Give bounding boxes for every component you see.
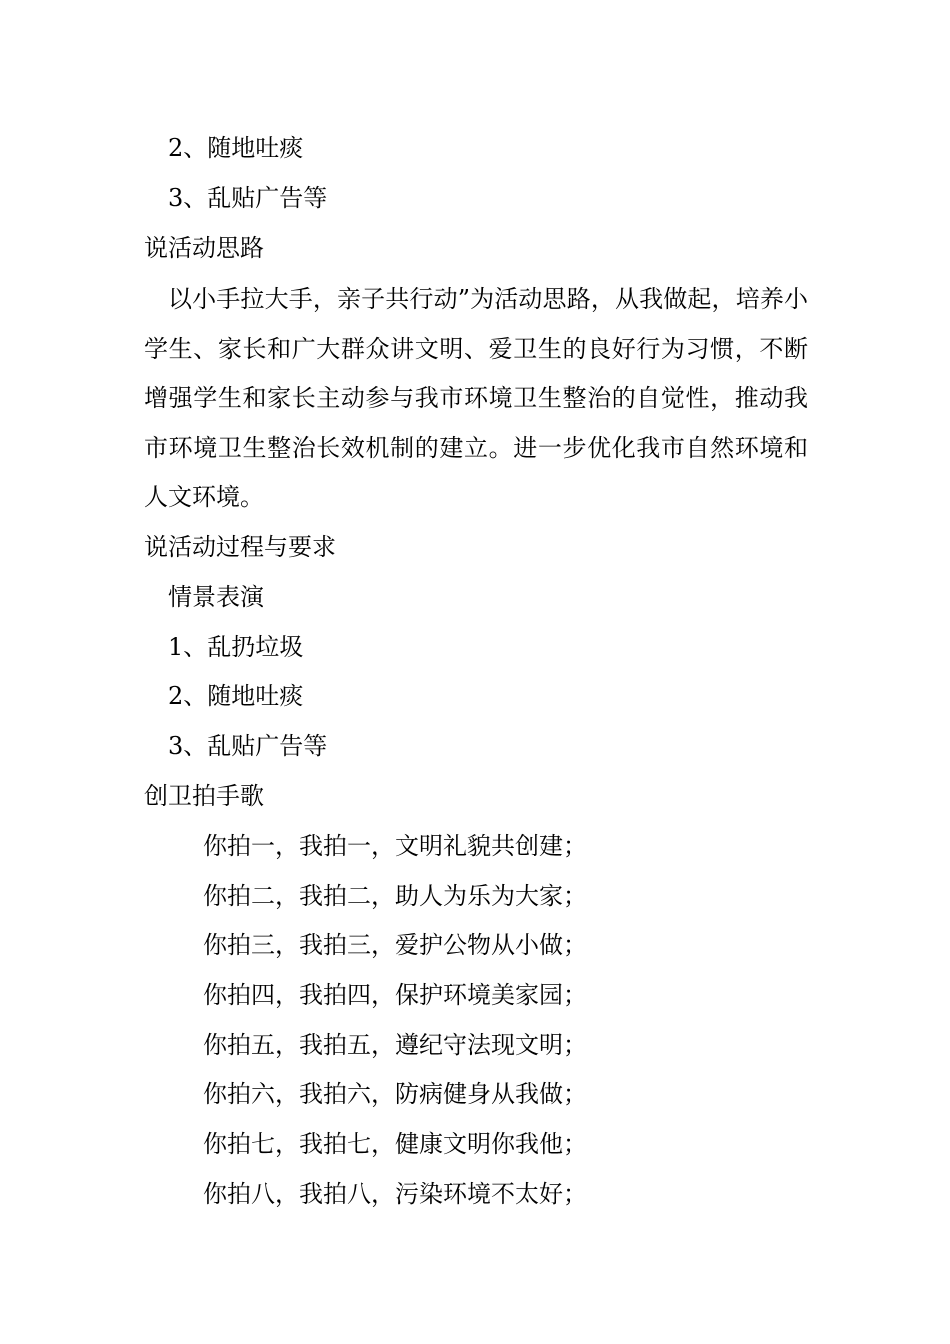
list-item: 1、乱扔垃圾 xyxy=(168,633,304,661)
sub-heading: 情景表演 xyxy=(168,583,264,611)
song-verse: 你拍三，我拍三，爱护公物从小做； xyxy=(203,931,587,959)
song-verse: 你拍七，我拍七，健康文明你我他； xyxy=(203,1130,587,1158)
song-verse: 你拍五，我拍五，遵纪守法现文明； xyxy=(203,1031,587,1059)
body-paragraph: 以小手拉大手，亲子共行动”为活动思路，从我做起，培养小学生、家长和广大群众讲文明、爱卫生的良好行为习惯，不断增强学生和家长主动参与我市环境卫生整治的自觉性，推动我市环境卫生整治长效机制的建立。进一步优化我市自然环境和人文环境。 xyxy=(144,285,808,511)
song-verse: 你拍一，我拍一，文明礼貌共创建； xyxy=(203,832,587,860)
song-verse: 你拍二，我拍二，助人为乐为大家； xyxy=(203,882,587,910)
song-verse: 你拍八，我拍八，污染环境不太好； xyxy=(203,1180,587,1208)
list-item: 2、随地吐痰 xyxy=(168,134,304,162)
song-verse: 你拍六，我拍六，防病健身从我做； xyxy=(203,1080,587,1108)
list-item: 3、乱贴广告等 xyxy=(168,184,328,212)
section-heading: 说活动过程与要求 xyxy=(144,533,336,561)
section-heading: 说活动思路 xyxy=(144,234,264,262)
section-heading: 创卫拍手歌 xyxy=(144,782,264,810)
list-item: 2、随地吐痰 xyxy=(168,682,304,710)
list-item: 3、乱贴广告等 xyxy=(168,732,328,760)
song-verse: 你拍四，我拍四，保护环境美家园； xyxy=(203,981,587,1009)
